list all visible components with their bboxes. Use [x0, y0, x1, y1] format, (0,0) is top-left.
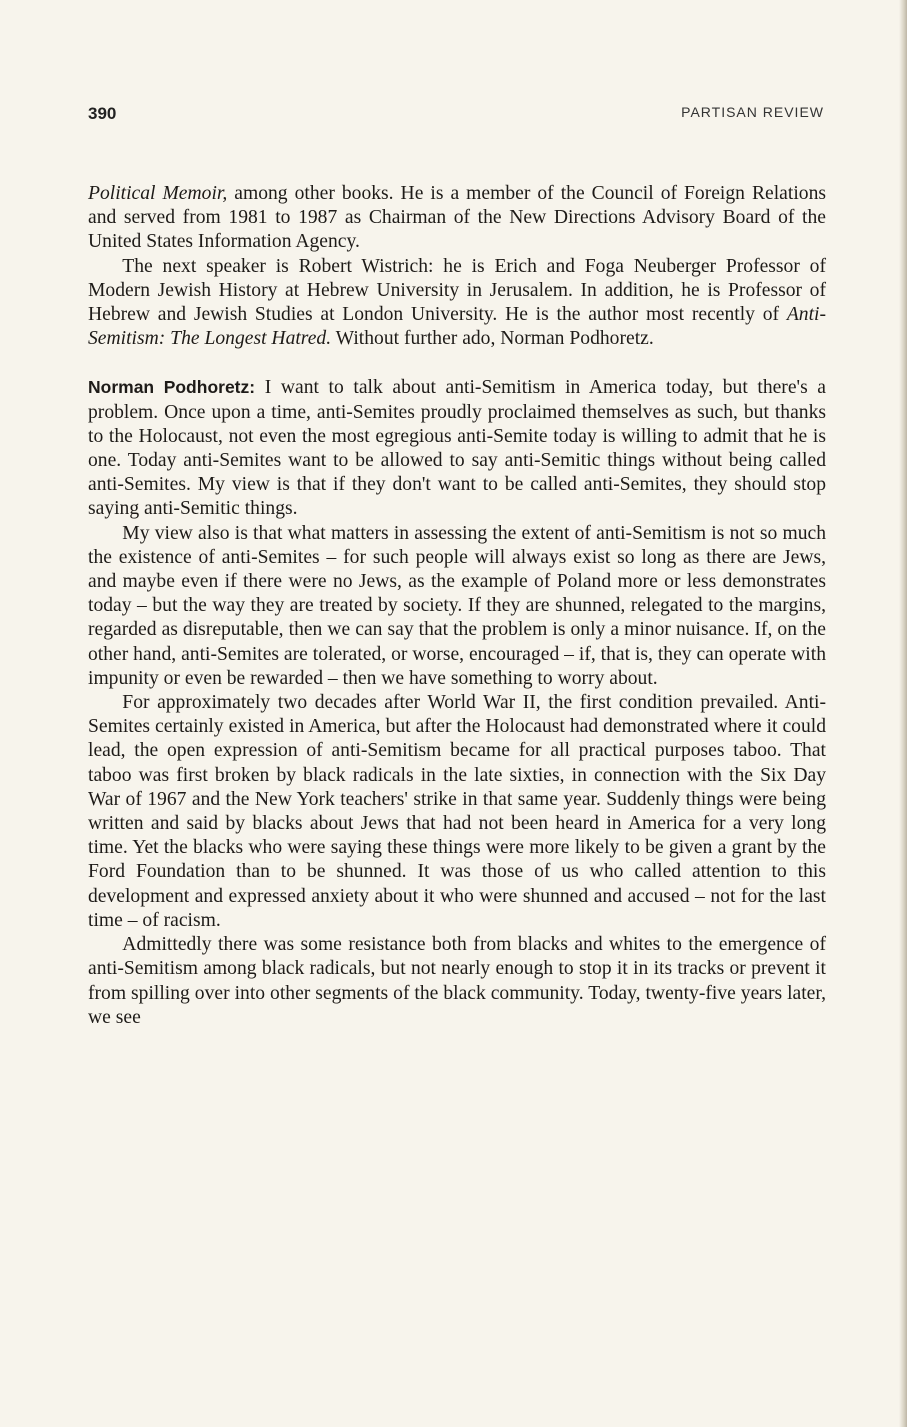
page-number: 390	[88, 104, 117, 123]
body-text	[88, 182, 826, 1030]
speech-paragraph-1	[88, 375, 826, 521]
page-header	[88, 104, 824, 128]
intro-paragraph-2-text-after: Without further ado, Norman Podhoretz.	[331, 328, 654, 350]
running-head: PARTISAN REVIEW	[681, 104, 824, 120]
speech-paragraph-4: Admittedly there was some resistance both from blacks and whites to the emergence of anti-Semitism among black radicals, but not nearly enough to stop it in its tracks or prevent it from spilling over into other segments of the black community. Today, twenty-five years later, we see	[88, 934, 826, 1028]
intro-paragraph-2-text-before: The next speaker is Robert Wistrich: he is Erich and Foga Neuberger Professor of Modern Jewish History at Hebrew University in Jerusalem. In addition, he is Professor of Hebrew and Jewish Studies at London University. He is the author most recently of	[88, 255, 826, 326]
intro-paragraph-2	[88, 255, 826, 352]
page-edge	[899, 0, 907, 1427]
speech-paragraph-2: My view also is that what matters in assessing the extent of anti-Semitism is not so much the existence of anti-Semites – for such people will always exist so long as there are Jews, and maybe even if there were no Jews, as the example of Poland more or less demonstrates today – but the way they are treated by society. If they are shunned, relegated to the margins, regarded as disreputable, then we can say that the problem is only a minor nuisance. If, on the other hand, anti-Semites are tolerated, or worse, encouraged – if, that is, they can operate with impunity or even be rewarded – then we have something to worry about.	[88, 522, 826, 689]
intro-paragraph-1-text: among other books. He is a member of the Council of Foreign Relations and served from 1981 to 1987 as Chairman of the New Directions Advisory Board of the United States Information Agency.	[88, 183, 826, 253]
speech-paragraph-1-text: I want to talk about anti-Semitism in America today, but there's a problem. Once upon a time, anti-Semites proudly proclaimed themselves as such, but thanks to the Holocaust, not even the most egregious anti-Semite today is willing to admit that he is one. Today anti-Semites want to be allowed to say anti-Semitic things without being called anti-Semites. My view is that if they don't want to be called anti-Semites, they should stop saying anti-Semitic things.	[88, 377, 827, 520]
speaker-name: Norman Podhoretz:	[88, 377, 256, 398]
speech-paragraph-3: For approximately two decades after World War II, the first condition prevailed. Anti-Semites certainly existed in America, but after the Holocaust had demonstrated where it could lead, the open expression of anti-Semitism became for all practical purposes taboo. That taboo was first broken by black radicals in the late sixties, in connection with the Six Day War of 1967 and the New York teachers' strike in that same year. Suddenly things were being written and said by blacks about Jews that had not been heard in America for a very long time. Yet the blacks who were saying these things were more likely to be given a grant by the Ford Foundation than to be shunned. It was those of us who called attention to this development and expressed anxiety about it who were shunned and accused – not for the last time – of racism.	[88, 692, 826, 931]
book-title-political-memoir: Political Memoir,	[88, 183, 228, 204]
book-title-anti-semitism: Anti-Semitism: The Longest Hatred.	[88, 304, 826, 350]
intro-paragraph-1	[88, 182, 826, 255]
